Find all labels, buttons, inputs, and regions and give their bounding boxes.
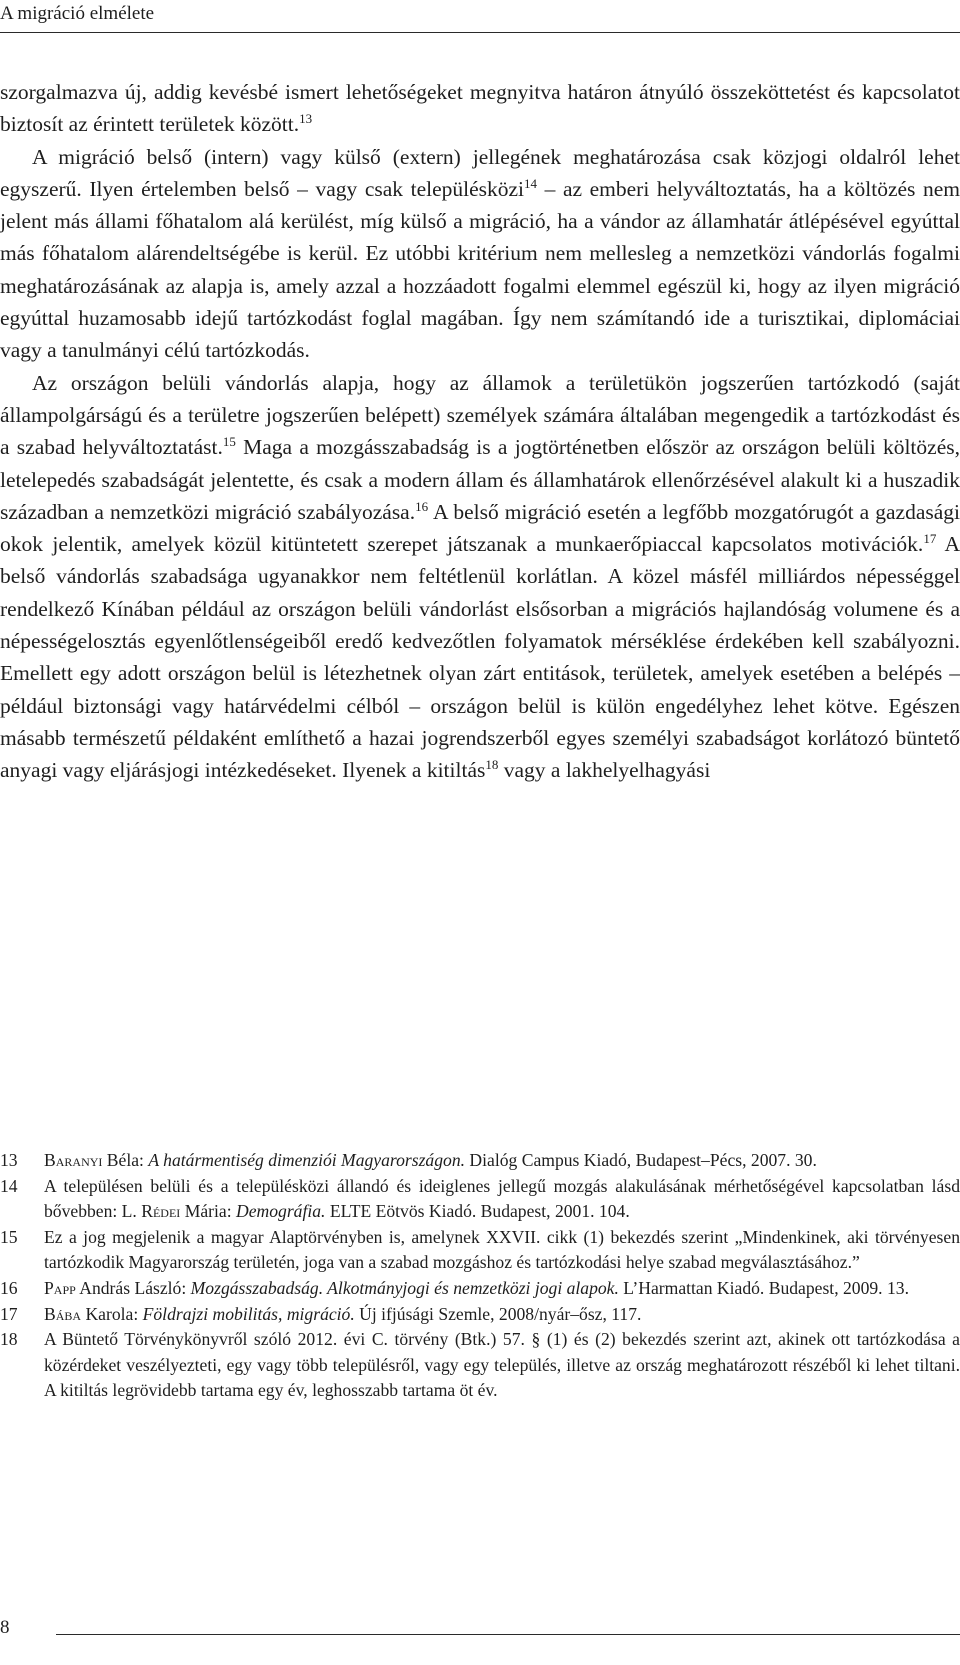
footnote-segment: Mária: [180,1201,236,1222]
footnote-title: Demográfia. [236,1201,326,1222]
footnote-ref: 15 [222,434,236,450]
paragraph-text: A belső migráció esetén a legfőbb mozgatórugót a gazdasági okok jelentik, amelyek közül kitüntetett szerepet játszanak a munkaerőpiaccal kapcsolatos motivációk. [0,499,960,557]
footnote-number: 15 [0,1226,18,1247]
footnote-segment: Dialóg Campus Kiadó, Budapest–Pécs, 2007. 30. [465,1150,817,1170]
footnote-author: Papp [44,1277,76,1298]
footnote-18 [0,1327,960,1404]
paragraph-text: Az országon belüli vándorlás alapja, hogy az államok a területükön jogszerűen tartózkodó (saját állampolgárságú és a területre jogszerűen belépett) személyek számára általában megengedik a tartózkodást és a szabad helyváltoztatást. [0,370,960,460]
footnote-13 [0,1148,960,1174]
footnote-segment: L’Harmattan Kiadó. Budapest, 2009. 13. [618,1277,909,1298]
footnote-ref: 13 [299,111,313,127]
footnote-15 [0,1225,960,1276]
footnote-text [44,1302,960,1328]
footnote-number: 14 [0,1175,18,1196]
footnote-author: Bába [44,1303,82,1324]
paragraph-text: – az emberi helyváltoztatás, ha a költözés nem jelent más állami főhatalom alá kerülést, míg külső a migráció, ha a vándor az államhatár átlépésével egyúttal más főhatalom alárendeltségébe is kerül. Ez utóbbi kritérium nem mellesleg a nemzetközi vándorlás fogalmi meghatározásának az alapja is, amely azzal a hozzáadott fogalmi elemmel egészül ki, hogy az ilyen migráció egyúttal huzamosabb idejű tartózkodást foglal magában. Így nem számítandó ide a turisztikai, diplomáciai vagy a tanulmányi célú tartózkodás. [0,176,960,363]
header-rule [0,32,960,33]
footnote-text [44,1174,960,1225]
footnote-ref: 16 [415,498,429,514]
footnotes [0,1148,960,1404]
footnote-author: Baranyi [44,1150,103,1170]
paragraph-2 [0,141,960,367]
footnote-title: A határmentiség dimenziói Magyarországon. [148,1150,466,1170]
footnote-17 [0,1302,960,1328]
body-text [0,76,960,787]
footnote-segment: Új ifjúsági Szemle, 2008/nyár–ősz, 117. [354,1303,642,1324]
footnote-14 [0,1174,960,1225]
footnote-text: Ez a jog megjelenik a magyar Alaptörvényben is, amelynek XXVII. cikk (1) bekezdés szerint „Mindenkinek, aki törvényesen tartózkodik Magyarország területén, joga van a szabad mozgáshoz és tartózkodási helye szabad megválasztásához.” [44,1226,960,1273]
footnote-text: A Büntető Törvénykönyvről szóló 2012. évi C. törvény (Btk.) 57. § (1) és (2) bekezdés szerint azt, akinek ott tartózkodása a közérdeket veszélyezteti, egy vagy több településről, vagy egy település, illetve az ország meghatározott részéből ki lehet tiltani. A kitiltás legrövidebb tartama egy év, leghosszabb tartama öt év. [44,1329,960,1401]
footnote-text [44,1148,960,1174]
footnote-title: Mozgásszabadság. Alkotmányjogi és nemzetközi jogi alapok. [190,1277,619,1298]
footer-rule [56,1634,960,1635]
page-number: 8 [0,1617,10,1638]
footnote-ref: 17 [923,531,937,547]
running-head: A migráció elmélete [0,3,155,24]
paragraph-1 [0,76,960,141]
paragraph-text: A belső vándorlás szabadsága ugyanakkor nem feltétlenül korlátlan. A közel másfél milliárdos népességgel rendelkező Kínában például az országon belüli vándorlást elsősorban a migrációs hajlandóság volumene és a népességelosztás egyenlőtlenségeiből eredő kedvezőtlen folyamatok mérséklése érdekében kell szabályozni. Emellett egy adott országon belül is létezhetnek olyan zárt entitások, területek, amelyek esetében a belépés – például biztonsági vagy határvédelmi célból – országon belül is külön engedélyhez lehet kötve. Egészen másabb természetű példaként említhető a hazai jogrendszerből egyes személyi szabadságot korlátozó büntető anyagi vagy eljárásjogi intézkedéseket. Ilyenek a kitiltás [0,532,960,783]
paragraph-text: vagy a lakhelyelhagyási [498,758,711,783]
footnote-16 [0,1276,960,1302]
footnote-author: Rédei [141,1201,181,1222]
footnote-ref: 14 [524,175,538,191]
paragraph-text: Maga a mozgásszabadság is a jogtörténetben először az országon belüli költözés, letelepedés szabadságát jelentette, és csak a modern állam és államhatárok ellenőrzésével alakult ki a huszadik században a nemzetközi migráció szabályozása. [0,435,960,524]
footnote-segment: A településen belüli és a településközi állandó és ideiglenes jellegű mozgás alakulásának mérhetőségével kapcsolatban lásd bővebben: L. [44,1175,960,1222]
footnote-title: Földrajzi mobilitás, migráció. [142,1303,355,1324]
paragraph-text: A migráció belső (intern) vagy külső (extern) jellegének meghatározása csak közjogi oldalról lehet egyszerű. Ilyen értelemben belső – vagy csak településközi [0,144,960,201]
footnote-ref: 18 [485,757,499,773]
paragraph-text: szorgalmazva új, addig kevésbé ismert lehetőségeket megnyitva határon átnyúló összeköttetést és kapcsolatot biztosít az érintett területek között. [0,80,960,137]
footnote-segment: Karola: [81,1303,143,1324]
footnote-text [44,1276,960,1302]
footnote-number: 18 [0,1329,18,1350]
footnote-number: 16 [0,1277,18,1298]
footnote-number: 17 [0,1303,18,1324]
footnote-number: 13 [0,1150,18,1170]
footnote-segment: ELTE Eötvös Kiadó. Budapest, 2001. 104. [325,1201,630,1222]
footnote-segment: Béla: [102,1150,149,1170]
paragraph-3 [0,367,960,787]
footnote-segment: András László: [75,1277,191,1298]
